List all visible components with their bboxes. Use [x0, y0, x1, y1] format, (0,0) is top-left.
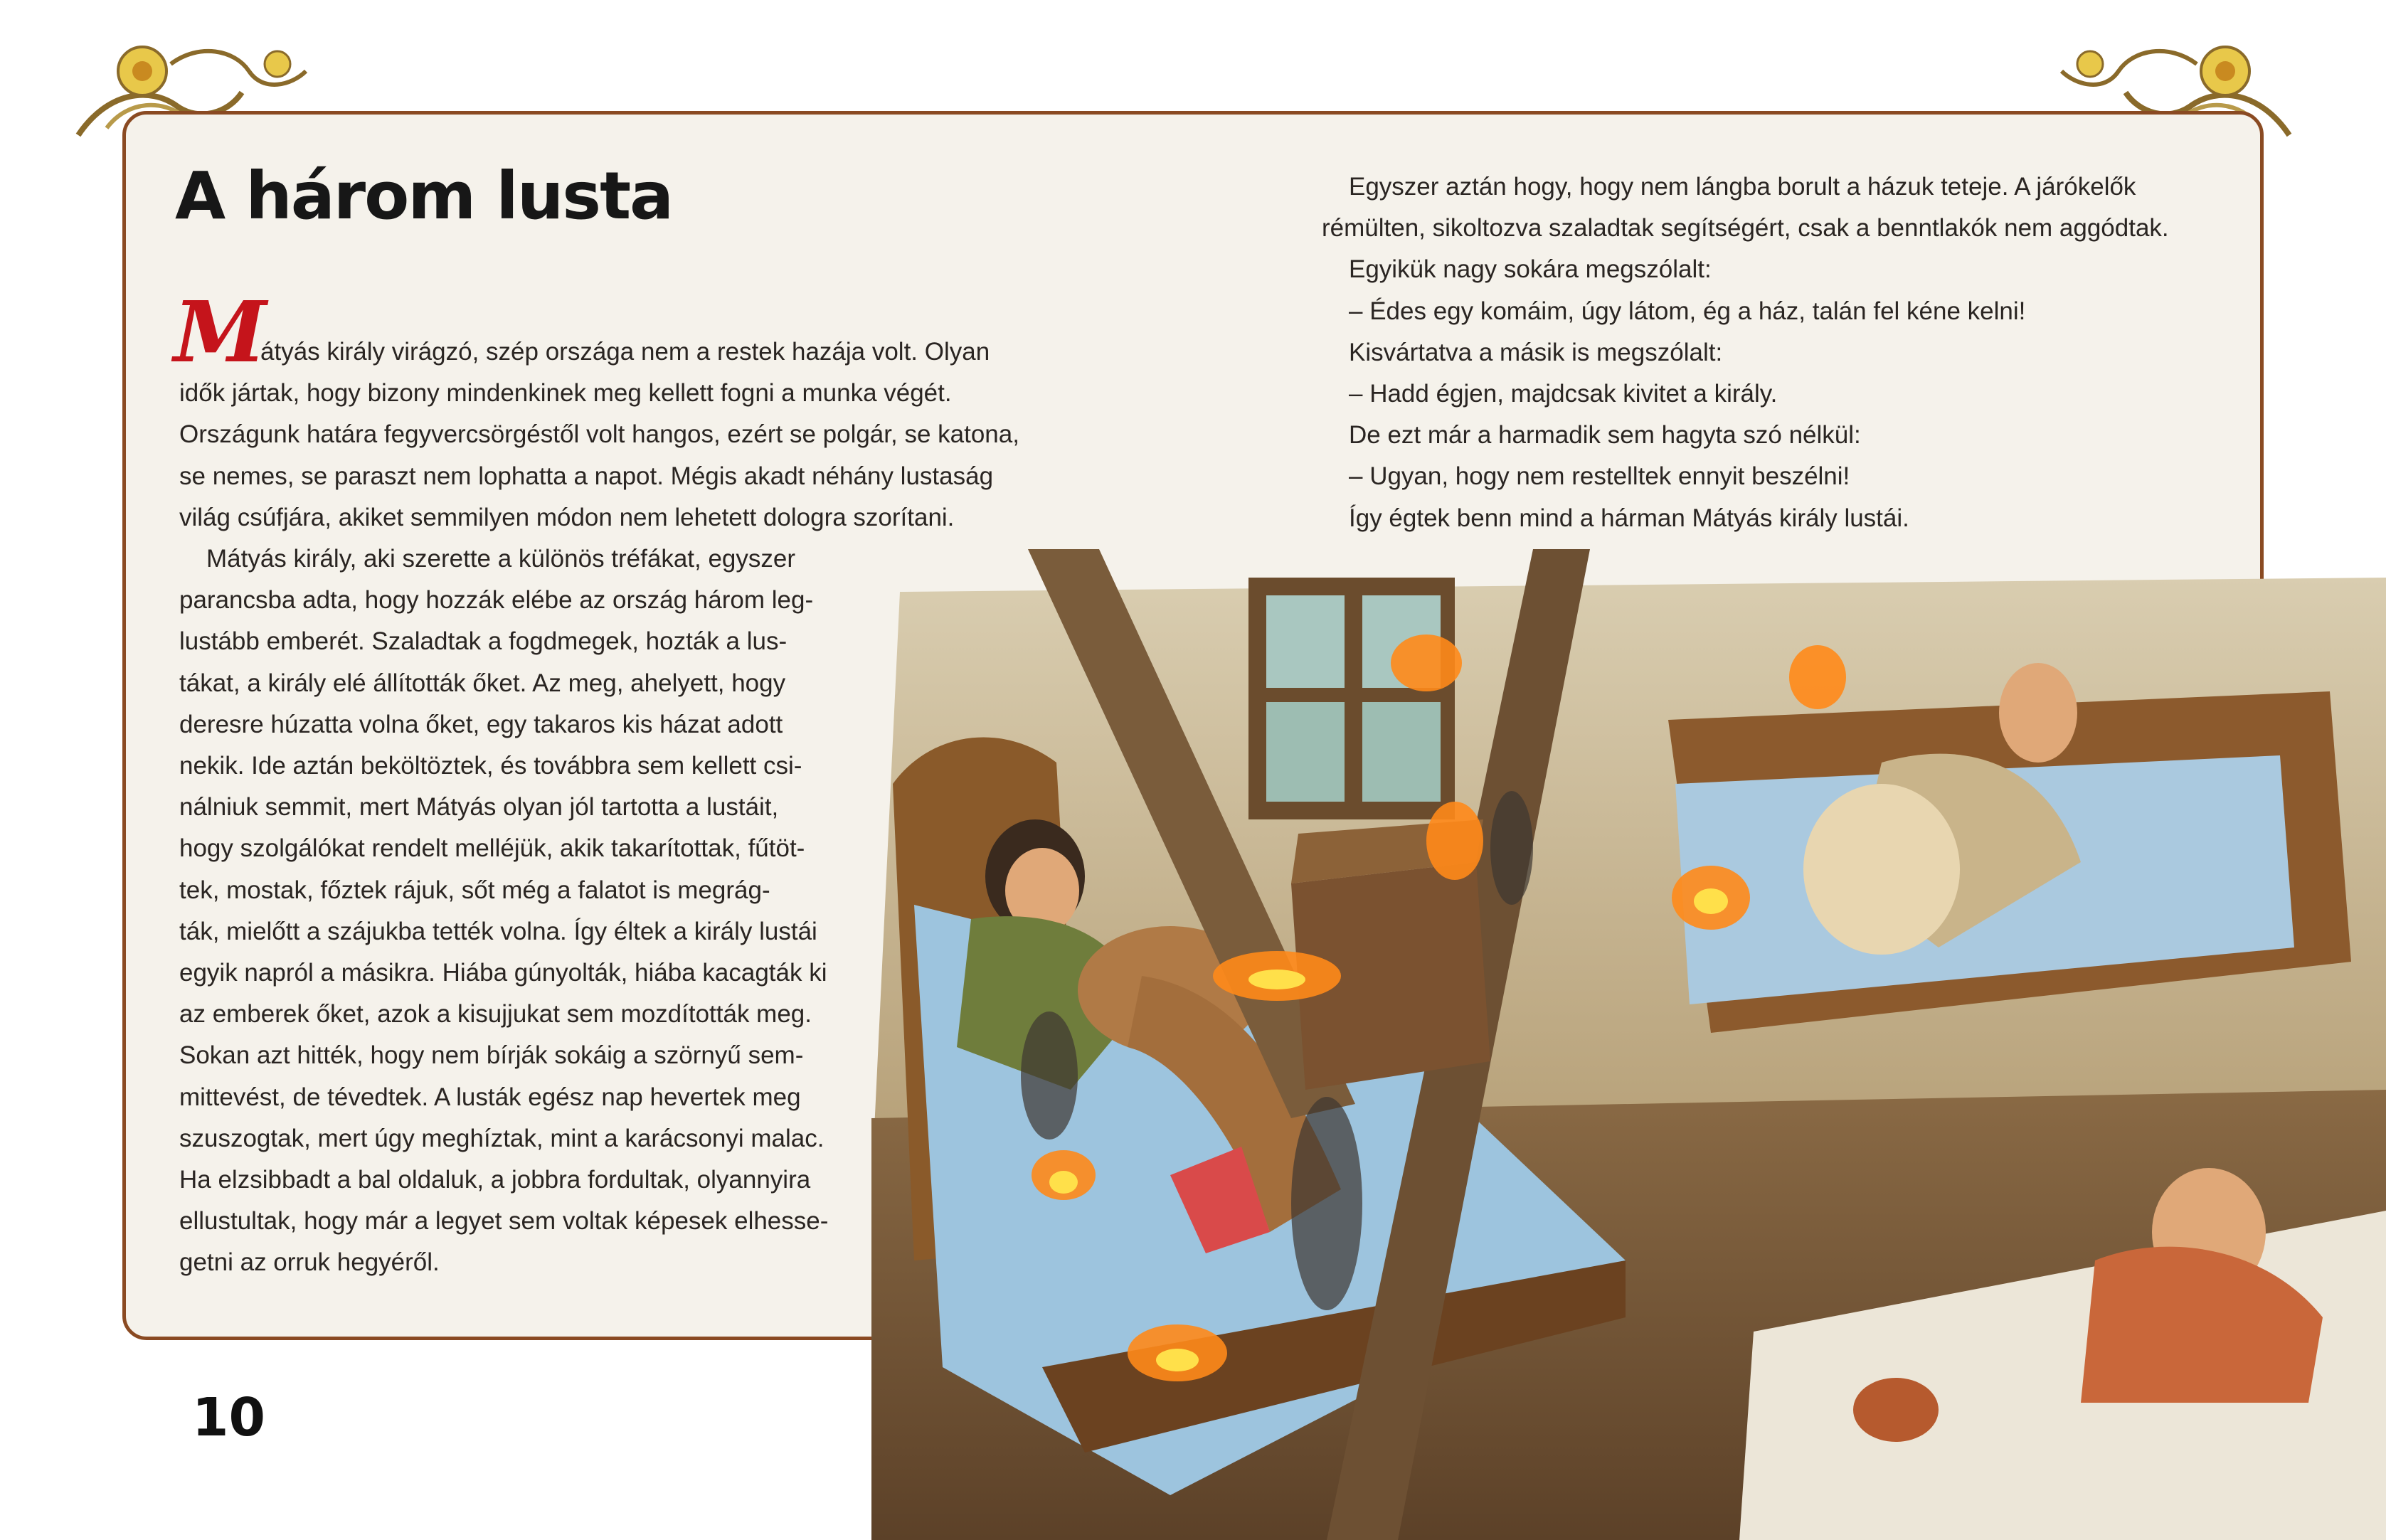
paragraph-line: ták, mielőtt a szájukba tették volna. Így éltek a király lustái	[179, 917, 817, 945]
right-column	[1322, 166, 2169, 539]
paragraph-line: Egyszer aztán hogy, hogy nem lángba borult a házuk teteje. A járókelők	[1349, 173, 2136, 201]
paragraph-line: – Ugyan, hogy nem restelltek ennyit beszélni!	[1349, 462, 1850, 491]
page-number: 10	[192, 1387, 265, 1448]
paragraph-line: Így égtek benn mind a hárman Mátyás király lustái.	[1349, 504, 1909, 532]
paragraph-line: getni az orruk hegyéről.	[179, 1248, 440, 1277]
paragraph-line: szuszogtak, mert úgy meghíztak, mint a karácsonyi malac.	[179, 1124, 825, 1152]
paragraph-line: hogy szolgálókat rendelt melléjük, akik takarítottak, fűtöt-	[179, 834, 805, 863]
paragraph-line: rémülten, sikoltozva szaladtak segítségért, csak a benntlakók nem aggódtak.	[1322, 214, 2169, 243]
paragraph-line: Ha elzsibbadt a bal oldaluk, a jobbra fordultak, olyannyira	[179, 1166, 811, 1194]
page-title: A három lusta	[175, 158, 673, 234]
paragraph-line: lustább emberét. Szaladtak a fogdmegek, hozták a lus-	[179, 627, 788, 656]
paragraph-line: deresre húzatta volna őket, egy takaros kis házat adott	[179, 710, 783, 738]
paragraph-line: ellustultak, hogy már a legyet sem voltak képesek elhesse-	[179, 1207, 829, 1236]
paragraph-line: tákat, a király elé állították őket. Az meg, ahelyett, hogy	[179, 669, 786, 697]
paragraph-line: – Édes egy komáim, úgy látom, ég a ház, talán fel kéne kelni!	[1349, 297, 2026, 325]
paragraph-line: nekik. Ide aztán beköltöztek, és továbbra sem kellett csi-	[179, 752, 802, 780]
paragraph-line: tek, mostak, főztek rájuk, sőt még a falatot is megrág-	[179, 876, 770, 904]
paragraph-line: parancsba adta, hogy hozzák elébe az ország három leg-	[179, 586, 814, 615]
paragraph-line: átyás király virágzó, szép országa nem a restek hazája volt. Olyan	[260, 338, 990, 366]
paragraph-line: Sokan azt hitték, hogy nem bírják sokáig a szörnyű sem-	[179, 1041, 804, 1070]
paragraph-line: az emberek őket, azok a kisujjukat sem mozdították meg.	[179, 1000, 812, 1029]
paragraph-line: egyik napról a másikra. Hiába gúnyolták, hiába kacagták ki	[179, 959, 827, 987]
paragraph-line: se nemes, se paraszt nem lophatta a napot. Mégis akadt néhány lustaság	[179, 462, 994, 490]
paragraph-line: – Hadd égjen, majdcsak kivitet a király.	[1349, 380, 1778, 408]
paragraph-line: De ezt már a harmadik sem hagyta szó nélkül:	[1349, 421, 1861, 450]
paragraph-line: nálniuk semmit, mert Mátyás olyan jól tartotta a lustáit,	[179, 793, 779, 822]
paragraph-line: Kisvártatva a másik is megszólalt:	[1349, 338, 1723, 366]
paragraph-line: mittevést, de tévedtek. A lusták egész nap hevertek meg	[179, 1083, 801, 1111]
paragraph-line: Országunk határa fegyvercsörgéstől volt hangos, ezért se polgár, se katona,	[179, 420, 1019, 449]
paragraph-line: világ csúfjára, akiket semmilyen módon nem lehetett dologra szorítani.	[179, 503, 955, 531]
burning-room-illustration	[871, 549, 2386, 1540]
drop-cap: M	[174, 282, 267, 381]
paragraph-line: Mátyás király, aki szerette a különös tréfákat, egyszer	[206, 545, 796, 573]
paragraph-line: idők jártak, hogy bizony mindenkinek meg kellett fogni a munka végét.	[179, 379, 952, 408]
paragraph-line: Egyikük nagy sokára megszólalt:	[1349, 255, 1712, 284]
